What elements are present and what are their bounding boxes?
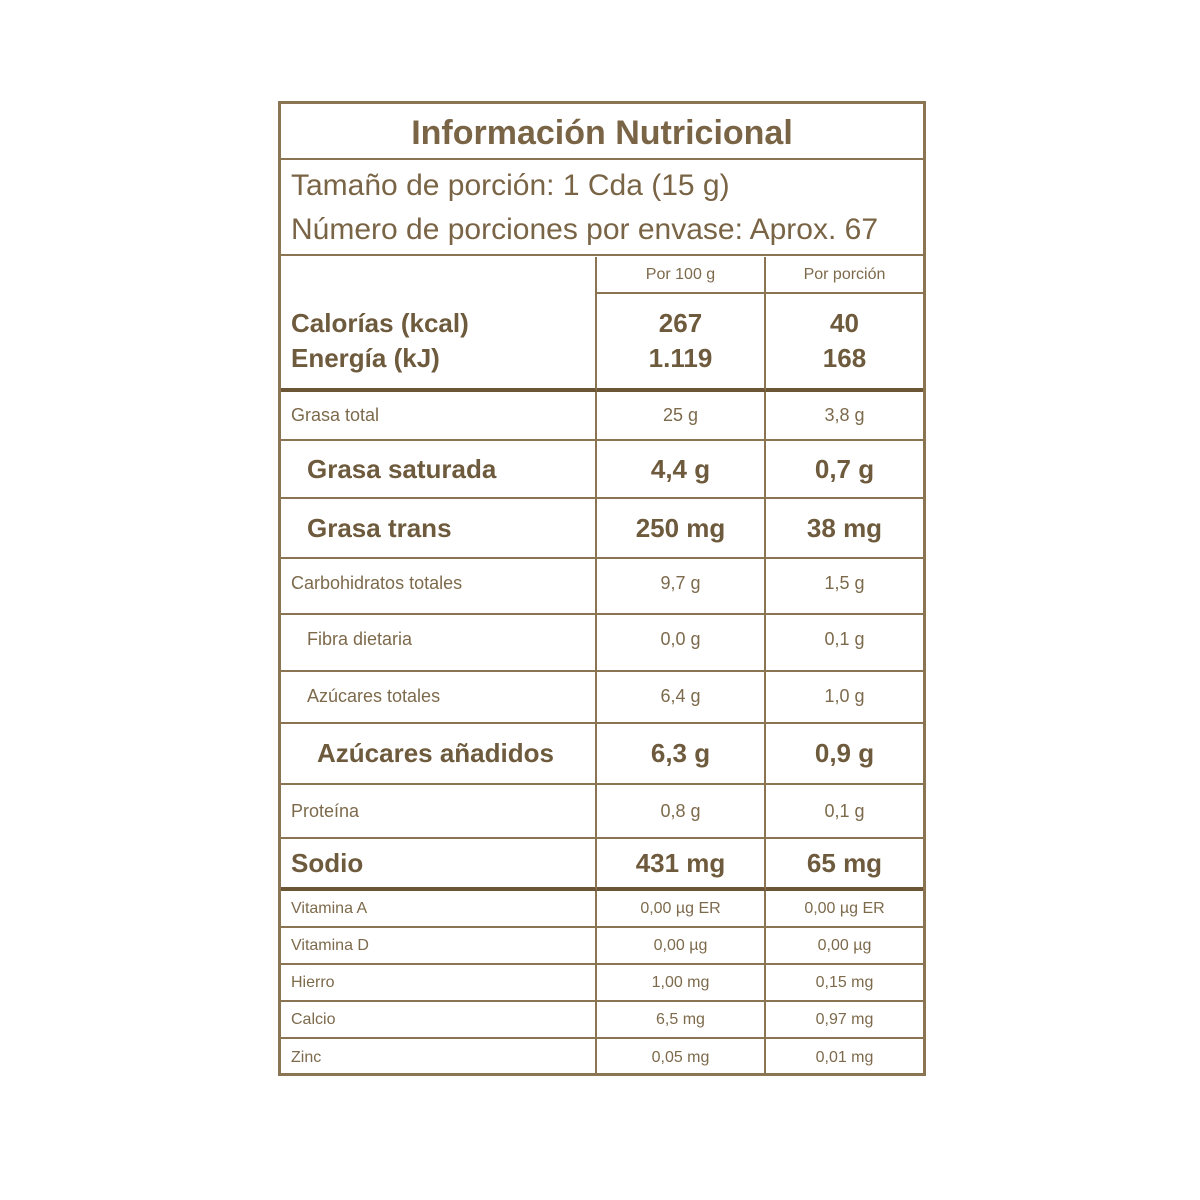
energy-per-portion: [766, 294, 923, 392]
micro-name: Zinc: [281, 1039, 597, 1076]
table-row: [281, 499, 923, 559]
nutrient-per-100g: 25 g: [597, 392, 766, 441]
table-row: [281, 441, 923, 499]
nutrient-per-portion: 0,7 g: [766, 441, 923, 499]
nutrient-per-100g: 4,4 g: [597, 441, 766, 499]
micro-per-portion: 0,15 mg: [766, 965, 923, 1002]
nutrient-name: Azúcares añadidos: [281, 724, 597, 785]
calories-label: Calorías (kcal): [291, 308, 469, 338]
nutrient-name: Fibra dietaria: [281, 615, 597, 672]
table-row: [281, 672, 923, 724]
table-row: [281, 392, 923, 441]
micro-name: Hierro: [281, 965, 597, 1002]
table-row: [281, 928, 923, 965]
micro-per-100g: 6,5 mg: [597, 1002, 766, 1039]
micro-per-100g: 1,00 mg: [597, 965, 766, 1002]
nutrient-per-portion: 0,9 g: [766, 724, 923, 785]
micro-per-100g: 0,00 µg ER: [597, 891, 766, 928]
micro-name: Vitamina D: [281, 928, 597, 965]
serving-size: Tamaño de porción: 1 Cda (15 g): [291, 169, 730, 202]
micro-per-100g: 0,00 µg: [597, 928, 766, 965]
nutrient-name: Grasa trans: [281, 499, 597, 559]
nutrient-per-100g: 250 mg: [597, 499, 766, 559]
nutrient-per-100g: 0,8 g: [597, 785, 766, 839]
table-row: [281, 965, 923, 1002]
nutrient-name: Azúcares totales: [281, 672, 597, 724]
energy-labels: [281, 294, 597, 392]
nutrient-per-portion: 0,1 g: [766, 615, 923, 672]
nutrient-per-portion: 65 mg: [766, 839, 923, 891]
nutrient-per-100g: 6,3 g: [597, 724, 766, 785]
nutrient-name: Proteína: [281, 785, 597, 839]
nutrient-per-portion: 38 mg: [766, 499, 923, 559]
header-empty-cell: [281, 257, 597, 294]
nutrient-per-100g: 6,4 g: [597, 672, 766, 724]
header-per-100g: Por 100 g: [597, 257, 766, 294]
calories-per-portion: 40: [830, 308, 859, 338]
micro-name: Vitamina A: [281, 891, 597, 928]
nutrient-name: Grasa total: [281, 392, 597, 441]
table-row: [281, 785, 923, 839]
energy-block: [281, 294, 923, 392]
table-row: [281, 891, 923, 928]
energy-kj-label: Energía (kJ): [291, 343, 440, 373]
label-title: Información Nutricional: [281, 104, 923, 160]
table-row: [281, 724, 923, 785]
nutrient-per-portion: 3,8 g: [766, 392, 923, 441]
micro-per-portion: 0,00 µg ER: [766, 891, 923, 928]
nutrient-per-portion: 1,5 g: [766, 559, 923, 615]
calories-per-100g: 267: [658, 308, 703, 338]
nutrient-per-100g: 431 mg: [597, 839, 766, 891]
micro-per-100g: 0,05 mg: [597, 1039, 766, 1076]
table-row: [281, 1002, 923, 1039]
micro-per-portion: 0,97 mg: [766, 1002, 923, 1039]
serving-info: [281, 160, 923, 256]
nutrient-name: Sodio: [281, 839, 597, 891]
micro-per-portion: 0,00 µg: [766, 928, 923, 965]
table-row: [281, 839, 923, 891]
energy-kj-per-portion: 168: [822, 343, 867, 373]
energy-per-100g: [597, 294, 766, 392]
nutrition-facts-label: [278, 101, 926, 1076]
nutrient-per-portion: 0,1 g: [766, 785, 923, 839]
micro-per-portion: 0,01 mg: [815, 1048, 874, 1066]
table-row: [281, 559, 923, 615]
column-header-row: [281, 257, 923, 294]
nutrient-per-100g: 9,7 g: [597, 559, 766, 615]
table-row: [281, 615, 923, 672]
servings-per-container: Número de porciones por envase: Aprox. 67: [291, 213, 879, 246]
micro-name: Calcio: [281, 1002, 597, 1039]
table-row: [281, 1039, 923, 1076]
header-per-portion: Por porción: [766, 257, 923, 294]
nutrient-per-100g: 0,0 g: [597, 615, 766, 672]
nutrient-per-portion: 1,0 g: [766, 672, 923, 724]
nutrient-name: Grasa saturada: [281, 441, 597, 499]
nutrient-name: Carbohidratos totales: [281, 559, 597, 615]
energy-kj-per-100g: 1.119: [648, 343, 713, 373]
